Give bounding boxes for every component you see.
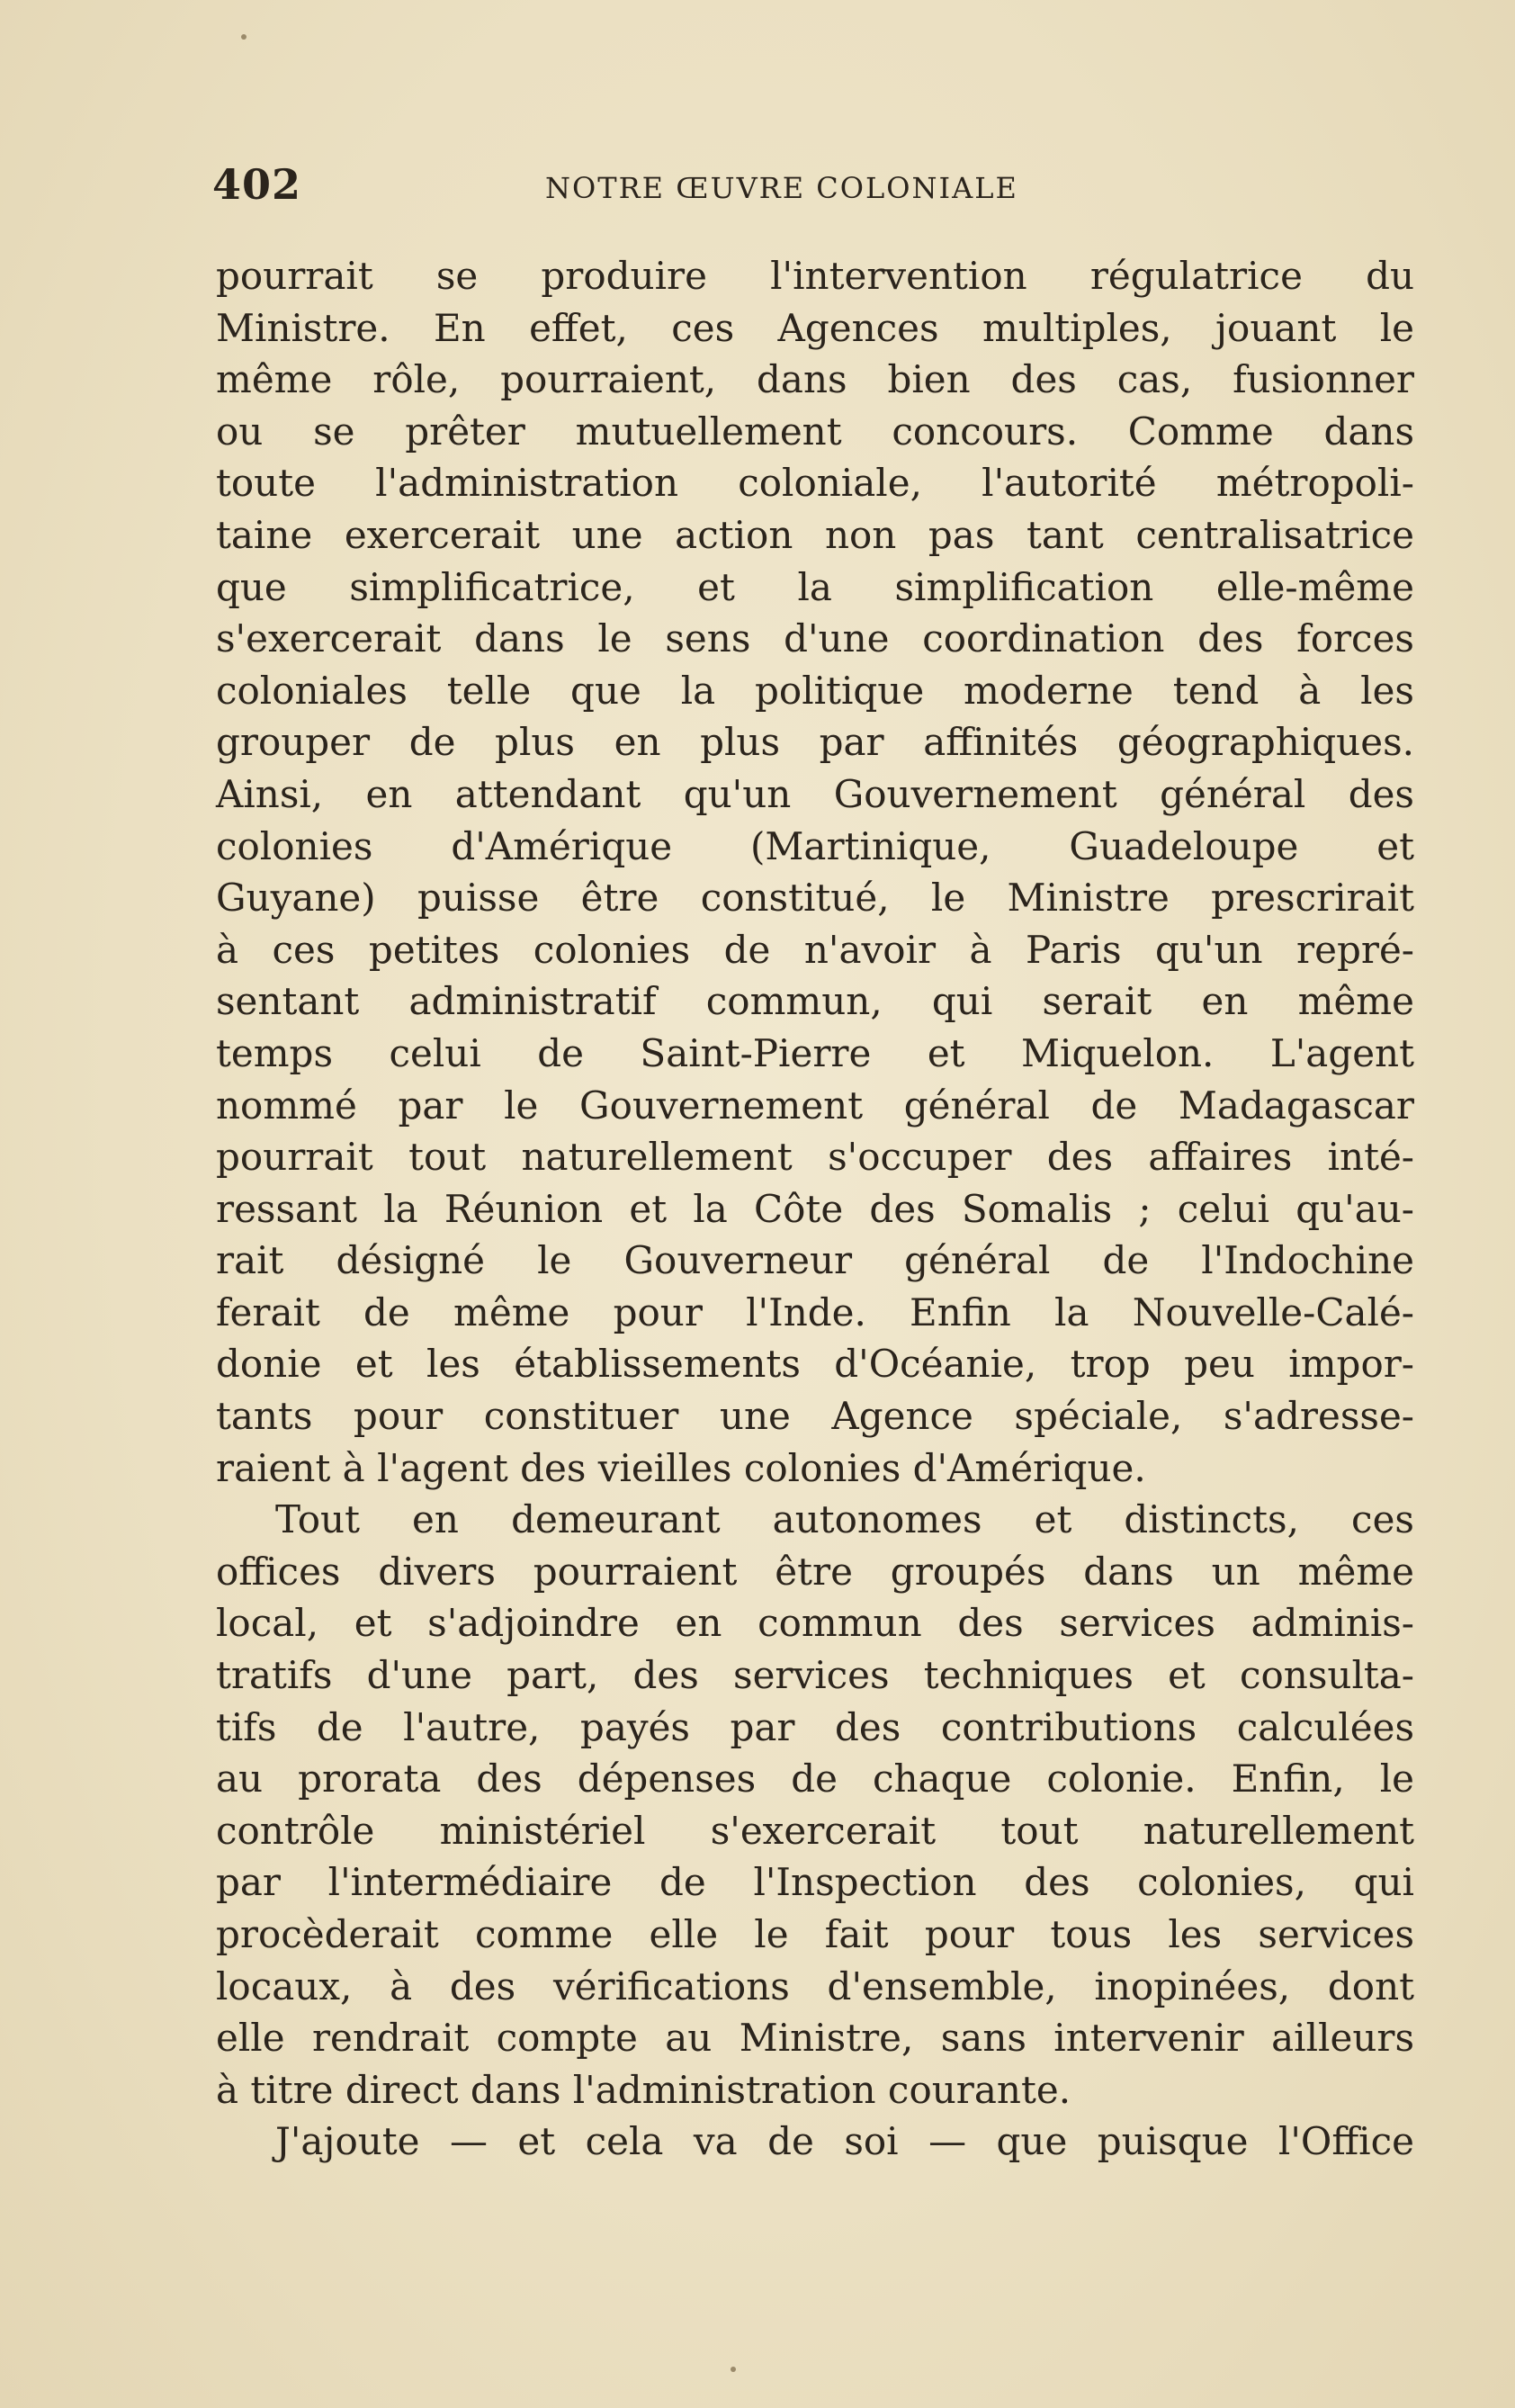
text-line: à ces petites colonies de n'avoir à Paris qu'un repré-	[216, 927, 1414, 972]
text-line: par l'intermédiaire de l'Inspection des colonies, qui	[216, 1860, 1414, 1905]
body-text	[216, 250, 1414, 2168]
text-line: tants pour constituer une Agence spéciale, s'adresse-	[216, 1394, 1414, 1439]
text-line: elle rendrait compte au Ministre, sans intervenir ailleurs	[216, 2016, 1414, 2061]
text-line: temps celui de Saint-Pierre et Miquelon. L'agent	[216, 1030, 1414, 1075]
text-line: Ainsi, en attendant qu'un Gouvernement général des	[216, 771, 1414, 816]
text-line: local, et s'adjoindre en commun des services adminis-	[216, 1601, 1414, 1646]
text-line: pourrait se produire l'intervention régulatrice du	[216, 254, 1414, 298]
text-line: que simplificatrice, et la simplification elle-même	[216, 564, 1414, 609]
text-line: Guyane) puisse être constitué, le Ministre prescrirait	[216, 876, 1414, 921]
text-line: ou se prêter mutuellement concours. Comme dans	[216, 409, 1414, 454]
text-line: Ministre. En effet, ces Agences multiples, jouant le	[216, 305, 1414, 350]
text-line: colonies d'Amérique (Martinique, Guadeloupe et	[216, 823, 1414, 868]
text-line: nommé par le Gouvernement général de Madagascar	[216, 1083, 1414, 1128]
text-line: toute l'administration coloniale, l'autorité métropoli-	[216, 461, 1414, 506]
text-line: sentant administratif commun, qui serait en même	[216, 979, 1414, 1024]
paper-speck	[241, 34, 247, 40]
text-line: au prorata des dépenses de chaque colonie. Enfin, le	[216, 1757, 1414, 1802]
text-line: ressant la Réunion et la Côte des Somalis ; celui qu'au-	[216, 1186, 1414, 1231]
text-line: grouper de plus en plus par affinités géographiques.	[216, 720, 1414, 765]
text-line: offices divers pourraient être groupés dans un même	[216, 1549, 1414, 1594]
text-line: ferait de même pour l'Inde. Enfin la Nouvelle-Calé-	[216, 1289, 1414, 1334]
page-header	[212, 160, 1409, 211]
text-line: tratifs d'une part, des services techniques et consulta-	[216, 1653, 1414, 1698]
text-line: tifs de l'autre, payés par des contributions calculées	[216, 1704, 1414, 1749]
text-line: procèderait comme elle le fait pour tous les services	[216, 1912, 1414, 1956]
text-line: coloniales telle que la politique moderne tend à les	[216, 668, 1414, 713]
text-line: s'exercerait dans le sens d'une coordination des forces	[216, 616, 1414, 661]
running-head: NOTRE ŒUVRE COLONIALE	[545, 171, 1018, 205]
text-line: à titre direct dans l'administration courante.	[216, 2067, 1071, 2112]
text-line: J'ajoute — et cela va de soi — que puisque l'Office	[275, 2119, 1414, 2164]
text-line: contrôle ministériel s'exercerait tout naturellement	[216, 1808, 1414, 1853]
text-line: rait désigné le Gouverneur général de l'Indochine	[216, 1238, 1414, 1283]
text-line: même rôle, pourraient, dans bien des cas, fusionner	[216, 357, 1414, 402]
text-line: locaux, à des vérifications d'ensemble, inopinées, dont	[216, 1963, 1414, 2008]
text-line: Tout en demeurant autonomes et distincts, ces	[275, 1497, 1414, 1542]
text-line: donie et les établissements d'Océanie, trop peu impor-	[216, 1342, 1414, 1387]
text-line: pourrait tout naturellement s'occuper des affaires inté-	[216, 1135, 1414, 1180]
text-line: raient à l'agent des vieilles colonies d'Amérique.	[216, 1445, 1146, 1490]
paper-speck	[731, 2367, 736, 2372]
text-line: taine exercerait une action non pas tant centralisatrice	[216, 512, 1414, 557]
page-number: 402	[212, 160, 302, 209]
